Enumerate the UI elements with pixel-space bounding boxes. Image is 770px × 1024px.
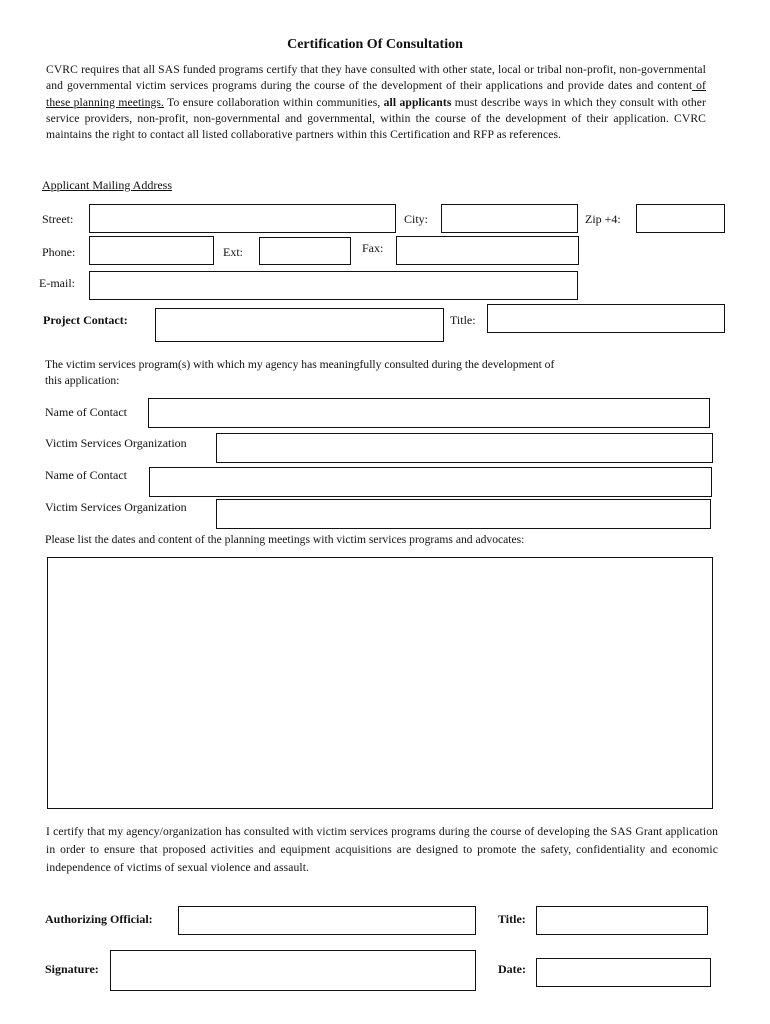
authorizing-official-field[interactable] [178, 906, 476, 935]
email-label: E-mail: [39, 276, 75, 290]
contact-2-field[interactable] [149, 467, 712, 497]
contact-2-label: Name of Contact [45, 468, 127, 482]
email-field[interactable] [89, 271, 578, 300]
intro-text-underlined: of these planning meetings. [46, 79, 706, 109]
meetings-textarea[interactable] [47, 557, 713, 809]
project-contact-label: Project Contact: [43, 313, 128, 327]
street-label: Street: [42, 212, 74, 226]
applicant-section-heading: Applicant Mailing Address [42, 178, 172, 192]
project-title-label: Title: [450, 313, 476, 327]
date-label: Date: [498, 962, 526, 976]
phone-field[interactable] [89, 236, 214, 265]
intro-text-bold: all applicants [383, 95, 452, 109]
consultation-intro-line-1: The victim services program(s) with which my agency has meaningfully consulted during the development of [45, 358, 555, 371]
date-field[interactable] [536, 958, 711, 987]
intro-text-3: To ensure collaboration within communities, [164, 95, 384, 109]
phone-label: Phone: [42, 245, 76, 259]
intro-text-1: CVRC requires that all SAS funded programs certify that they have consulted with other state, local or tribal non-profit, non-governmental and governmental victim services programs during the course of the development of their applications and provide dates and content [46, 63, 706, 93]
intro-text-5: must describe ways in which they consult with other service providers, non-profit, non-governmental and governmental, within the course of the development of their application. CVRC maintains the right to contact all listed collaborative partners within this Certification and RFP as references. [46, 95, 706, 142]
authorizing-official-label: Authorizing Official: [45, 912, 153, 926]
org-1-field[interactable] [216, 433, 713, 463]
org-2-field[interactable] [216, 499, 711, 529]
official-title-label: Title: [498, 912, 526, 926]
consultation-intro-line-2: this application: [45, 374, 120, 388]
intro-paragraph [46, 62, 706, 143]
project-contact-field[interactable] [155, 308, 444, 342]
street-field[interactable] [89, 204, 396, 233]
org-1-label: Victim Services Organization [45, 436, 187, 450]
fax-label: Fax: [362, 241, 384, 255]
org-2-label: Victim Services Organization [45, 500, 187, 514]
zip-field[interactable] [636, 204, 725, 233]
city-field[interactable] [441, 204, 578, 233]
zip-label: Zip +4: [585, 212, 621, 226]
fax-field[interactable] [396, 236, 579, 265]
official-title-field[interactable] [536, 906, 708, 935]
contact-1-field[interactable] [148, 398, 710, 428]
contact-1-label: Name of Contact [45, 405, 127, 419]
city-label: City: [404, 212, 429, 226]
page-title: Certification Of Consultation [287, 37, 463, 52]
meetings-prompt: Please list the dates and content of the planning meetings with victim services programs and advocates: [45, 533, 525, 546]
signature-label: Signature: [45, 962, 99, 976]
ext-field[interactable] [259, 237, 351, 265]
project-title-field[interactable] [487, 304, 725, 333]
certification-statement: I certify that my agency/organization has consulted with victim services programs during the course of developing the SAS Grant application in order to ensure that proposed activities and equipment acquisitions are designed to promote the safety, confidentiality and economic independence of victims of sexual violence and assault. [46, 825, 718, 875]
ext-label: Ext: [223, 245, 243, 259]
consultation-intro [45, 357, 725, 390]
signature-field[interactable] [110, 950, 476, 991]
